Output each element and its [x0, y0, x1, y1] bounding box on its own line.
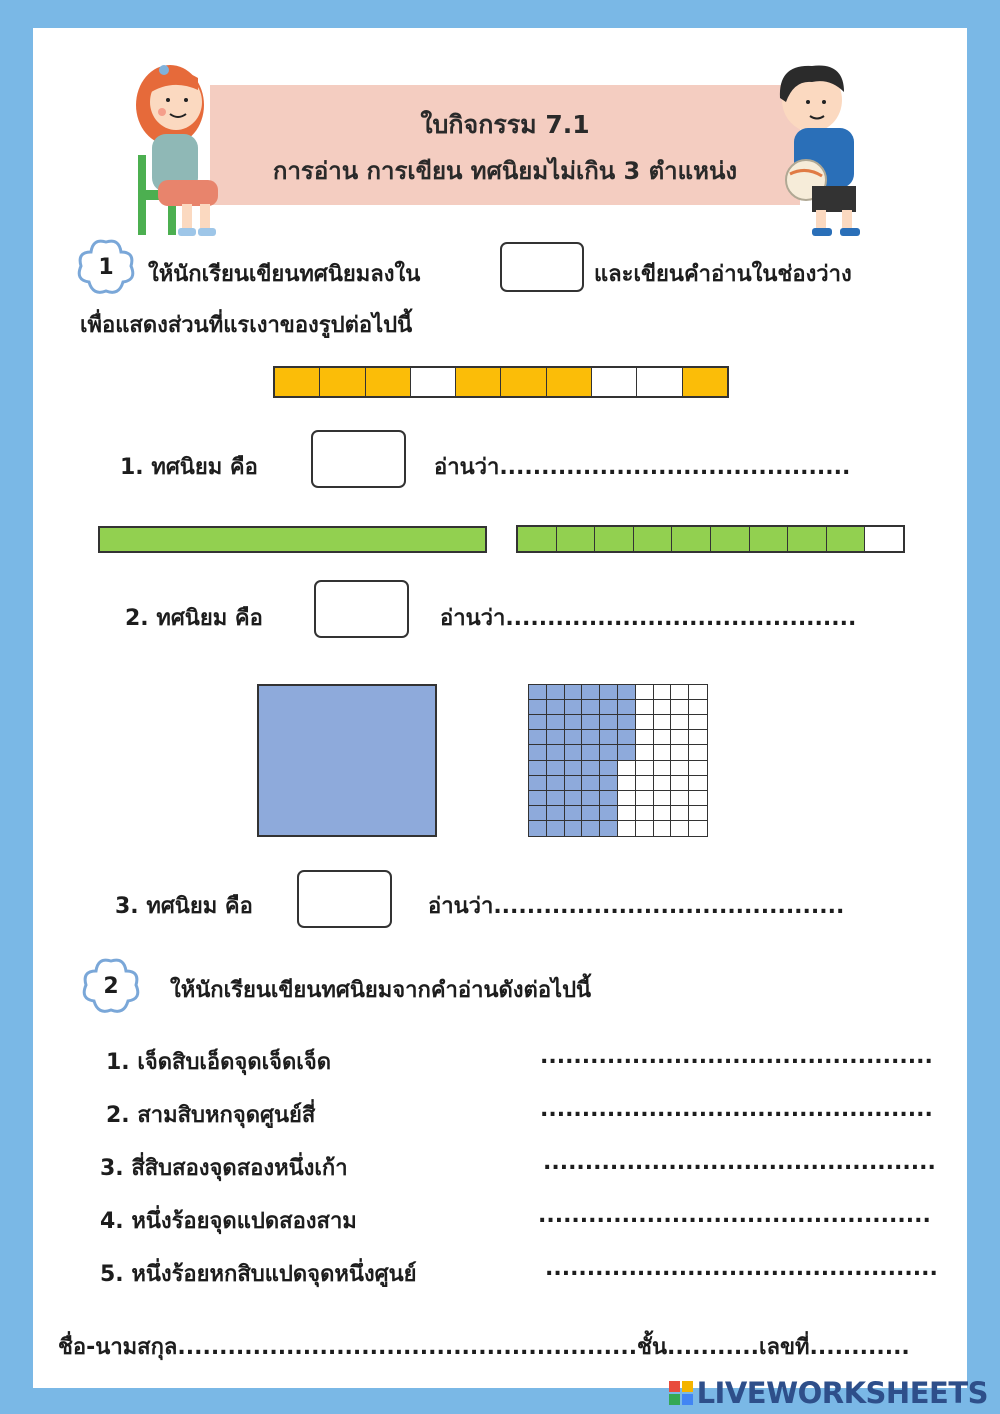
shaded-cell [600, 776, 618, 791]
shaded-cell [529, 821, 547, 836]
shaded-cell [529, 730, 547, 745]
unshaded-cell [654, 745, 672, 760]
shaded-cell [529, 791, 547, 806]
q1-read-label[interactable]: อ่านว่า.......................................... [434, 455, 851, 480]
q3-label: 3. ทศนิยม คือ [115, 894, 253, 919]
q2-whole-bar [98, 526, 487, 553]
unshaded-cell [618, 776, 636, 791]
shaded-cell [547, 368, 592, 396]
shaded-cell [547, 776, 565, 791]
q2-decimal-input[interactable] [314, 580, 409, 638]
shaded-cell [565, 700, 583, 715]
shaded-cell [565, 685, 583, 700]
section2-number: 2 [103, 973, 119, 999]
boy-illustration [772, 58, 882, 243]
shaded-cell [529, 776, 547, 791]
q2-tenths-strip [516, 525, 905, 553]
shaded-cell [788, 527, 827, 551]
worksheet-subtitle: การอ่าน การเขียน ทศนิยมไม่เกิน 3 ตำแหน่ง [272, 157, 738, 185]
unshaded-cell [689, 700, 707, 715]
unshaded-cell [654, 761, 672, 776]
shaded-cell [565, 715, 583, 730]
unshaded-cell [689, 821, 707, 836]
shaded-cell [547, 745, 565, 760]
section2-number-badge [80, 955, 142, 1017]
unshaded-cell [671, 806, 689, 821]
q1-tenths-strip [273, 366, 729, 398]
example-answer-box [500, 242, 584, 292]
unshaded-cell [654, 730, 672, 745]
shaded-cell [547, 821, 565, 836]
worksheet-title: ใบกิจกรรม 7.1 [420, 110, 590, 139]
shaded-cell [547, 791, 565, 806]
shaded-cell [547, 806, 565, 821]
unshaded-cell [671, 700, 689, 715]
shaded-cell [600, 730, 618, 745]
unshaded-cell [636, 791, 654, 806]
shaded-cell [582, 776, 600, 791]
unshaded-cell [671, 776, 689, 791]
s2-item-1-text: 1. เจ็ดสิบเอ็ดจุดเจ็ดเจ็ด [106, 1050, 332, 1075]
unshaded-cell [636, 776, 654, 791]
unshaded-cell [865, 527, 903, 551]
shaded-cell [600, 791, 618, 806]
shaded-cell [750, 527, 789, 551]
shaded-cell [582, 700, 600, 715]
unshaded-cell [689, 715, 707, 730]
unshaded-cell [689, 776, 707, 791]
shaded-cell [557, 527, 596, 551]
s2-item-3-answer[interactable]: ............................................... [543, 1150, 936, 1175]
shaded-cell [547, 730, 565, 745]
shaded-cell [547, 700, 565, 715]
unshaded-cell [689, 730, 707, 745]
unshaded-cell [636, 745, 654, 760]
shaded-cell [547, 761, 565, 776]
q3-decimal-input[interactable] [297, 870, 392, 928]
unshaded-cell [592, 368, 637, 396]
section1-instruction-part1: ให้นักเรียนเขียนทศนิยมลงใน [148, 262, 421, 287]
unshaded-cell [654, 715, 672, 730]
unshaded-cell [654, 821, 672, 836]
q1-label: 1. ทศนิยม คือ [120, 455, 258, 480]
shaded-cell [565, 791, 583, 806]
shaded-cell [618, 685, 636, 700]
unshaded-cell [689, 685, 707, 700]
liveworksheets-logo [669, 1376, 988, 1410]
shaded-cell [547, 715, 565, 730]
section1-instruction-part2: และเขียนคำอ่านในช่องว่าง [594, 262, 852, 287]
unshaded-cell [654, 776, 672, 791]
q2-label: 2. ทศนิยม คือ [125, 606, 263, 631]
shaded-cell [618, 745, 636, 760]
q3-hundredths-grid [528, 684, 708, 837]
unshaded-cell [618, 761, 636, 776]
shaded-cell [565, 776, 583, 791]
shaded-cell [595, 527, 634, 551]
header-banner [210, 85, 800, 205]
s2-item-1-answer[interactable]: ............................................... [540, 1044, 933, 1069]
unshaded-cell [671, 685, 689, 700]
shaded-cell [582, 791, 600, 806]
unshaded-cell [689, 791, 707, 806]
shaded-cell [565, 821, 583, 836]
shaded-cell [600, 700, 618, 715]
unshaded-cell [636, 685, 654, 700]
unshaded-cell [636, 730, 654, 745]
unshaded-cell [671, 745, 689, 760]
liveworksheets-logo-text: LIVEWORKSHEETS [696, 1376, 988, 1410]
student-name-line[interactable]: ชื่อ-นามสกุล.......................................................ชั้น...........เลขที่............ [58, 1335, 910, 1360]
unshaded-cell [636, 761, 654, 776]
q1-decimal-input[interactable] [311, 430, 406, 488]
unshaded-cell [654, 791, 672, 806]
shaded-cell [456, 368, 501, 396]
liveworksheets-logo-icon [669, 1381, 693, 1405]
q3-whole-square [257, 684, 437, 837]
shaded-cell [600, 761, 618, 776]
section1-number-badge [75, 236, 137, 298]
s2-item-4-answer[interactable]: ............................................... [538, 1203, 931, 1228]
unshaded-cell [671, 791, 689, 806]
shaded-cell [582, 730, 600, 745]
unshaded-cell [671, 715, 689, 730]
shaded-cell [582, 745, 600, 760]
shaded-cell [529, 715, 547, 730]
shaded-cell [565, 761, 583, 776]
shaded-cell [565, 730, 583, 745]
shaded-cell [565, 745, 583, 760]
shaded-cell [582, 821, 600, 836]
unshaded-cell [411, 368, 456, 396]
shaded-cell [582, 715, 600, 730]
s2-item-5-answer[interactable]: ............................................... [545, 1256, 938, 1281]
q3-read-label[interactable]: อ่านว่า.......................................... [428, 894, 845, 919]
unshaded-cell [637, 368, 682, 396]
unshaded-cell [671, 730, 689, 745]
unshaded-cell [636, 821, 654, 836]
shaded-cell [711, 527, 750, 551]
unshaded-cell [636, 715, 654, 730]
shaded-cell [582, 685, 600, 700]
shaded-cell [547, 685, 565, 700]
shaded-cell [618, 730, 636, 745]
shaded-cell [600, 715, 618, 730]
s2-item-4-text: 4. หนึ่งร้อยจุดแปดสองสาม [100, 1209, 357, 1234]
s2-item-3-text: 3. สี่สิบสองจุดสองหนึ่งเก้า [100, 1156, 348, 1181]
unshaded-cell [689, 745, 707, 760]
unshaded-cell [671, 761, 689, 776]
unshaded-cell [618, 806, 636, 821]
q2-read-label[interactable]: อ่านว่า.......................................... [440, 606, 857, 631]
unshaded-cell [654, 806, 672, 821]
section2-instruction: ให้นักเรียนเขียนทศนิยมจากคำอ่านดังต่อไปนี้ [170, 978, 592, 1003]
shaded-cell [683, 368, 727, 396]
section1-instruction-line2: เพื่อแสดงส่วนที่แรเงาของรูปต่อไปนี้ [80, 313, 413, 338]
girl-illustration [128, 60, 228, 240]
shaded-cell [529, 806, 547, 821]
shaded-cell [600, 745, 618, 760]
shaded-cell [529, 745, 547, 760]
section1-number: 1 [98, 254, 114, 280]
shaded-cell [600, 685, 618, 700]
s2-item-2-answer[interactable]: ............................................... [540, 1097, 933, 1122]
shaded-cell [582, 761, 600, 776]
shaded-cell [529, 700, 547, 715]
unshaded-cell [654, 700, 672, 715]
shaded-cell [672, 527, 711, 551]
shaded-cell [529, 685, 547, 700]
shaded-cell [618, 700, 636, 715]
shaded-cell [582, 806, 600, 821]
shaded-cell [600, 806, 618, 821]
shaded-cell [529, 761, 547, 776]
unshaded-cell [689, 806, 707, 821]
unshaded-cell [689, 761, 707, 776]
unshaded-cell [654, 685, 672, 700]
shaded-cell [634, 527, 673, 551]
shaded-cell [600, 821, 618, 836]
unshaded-cell [636, 700, 654, 715]
shaded-cell [518, 527, 557, 551]
shaded-cell [565, 806, 583, 821]
unshaded-cell [618, 791, 636, 806]
shaded-cell [320, 368, 365, 396]
unshaded-cell [618, 821, 636, 836]
shaded-cell [827, 527, 866, 551]
s2-item-2-text: 2. สามสิบหกจุดศูนย์สี่ [106, 1103, 316, 1128]
shaded-cell [275, 368, 320, 396]
unshaded-cell [671, 821, 689, 836]
s2-item-5-text: 5. หนึ่งร้อยหกสิบแปดจุดหนึ่งศูนย์ [100, 1262, 417, 1287]
unshaded-cell [636, 806, 654, 821]
shaded-cell [366, 368, 411, 396]
shaded-cell [501, 368, 546, 396]
shaded-cell [618, 715, 636, 730]
